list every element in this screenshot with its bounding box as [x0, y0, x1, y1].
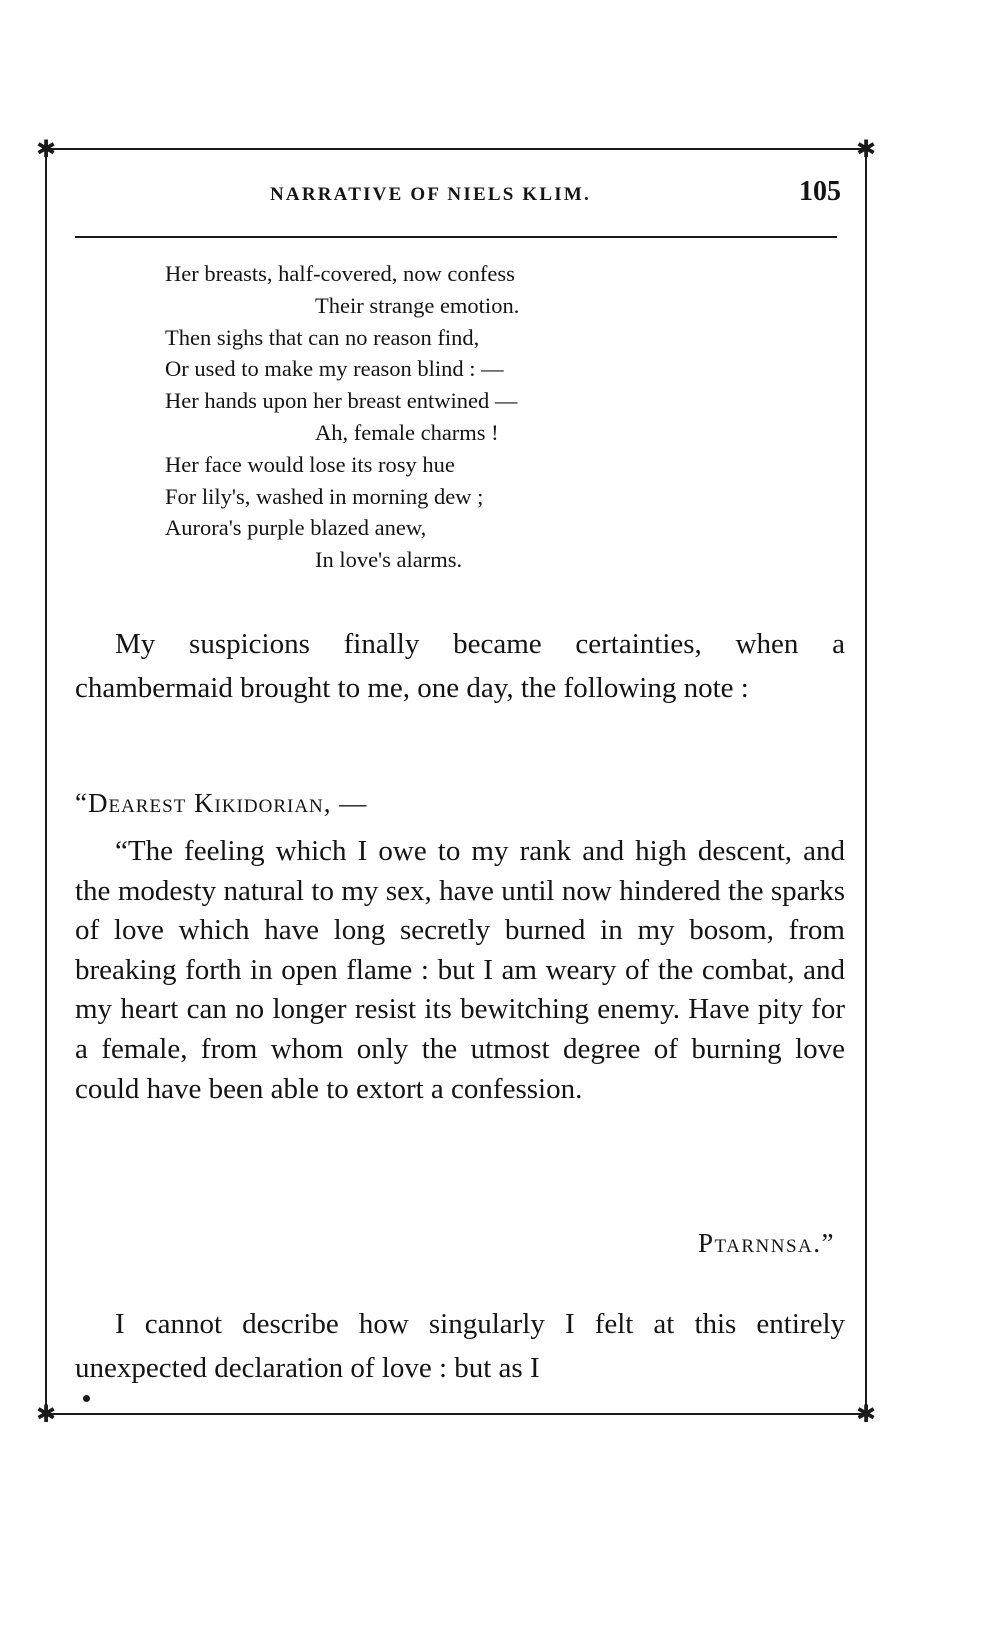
page-header — [75, 176, 845, 216]
verse-line: Her breasts, half-covered, now confess — [165, 261, 515, 286]
corner-ornament-icon: ✱ — [35, 135, 57, 163]
frame-bottom-rule — [46, 1413, 866, 1415]
page-number: 105 — [799, 176, 841, 207]
running-title: NARRATIVE OF NIELS KLIM. — [270, 184, 591, 205]
corner-ornament-icon: ✱ — [855, 135, 877, 163]
header-rule — [75, 236, 837, 238]
letter-signature: Ptarnnsa.” — [698, 1228, 835, 1258]
letter-salutation: “Dearest Kikidorian, — — [75, 788, 368, 818]
verse-block — [165, 258, 725, 576]
verse-line: Her hands upon her breast entwined — — [165, 388, 518, 414]
verse-line: Or used to make my reason blind : — — [165, 356, 504, 382]
frame-top-rule — [46, 148, 866, 150]
verse-line: Their strange emotion. — [315, 292, 520, 318]
verse-line: Her face would lose its rosy hue — [165, 451, 455, 477]
verse-line: Aurora's purple blazed anew, — [165, 515, 427, 541]
paragraph: I cannot describe how singularly I felt at this entirely unexpected declaration of love : but as I — [75, 1308, 845, 1384]
corner-ornament-icon: ✱ — [35, 1400, 57, 1428]
verse-line: For lily's, washed in morning dew ; — [165, 483, 484, 509]
frame-left-rule — [45, 148, 47, 1414]
frame-right-rule — [865, 148, 867, 1414]
paragraph: My suspicions finally became certainties, when a chambermaid brought to me, one day, the following note : — [75, 628, 845, 704]
print-speck — [83, 1395, 90, 1402]
verse-line: Ah, female charms ! — [315, 419, 499, 445]
verse-line: In love's alarms. — [315, 547, 463, 573]
corner-ornament-icon: ✱ — [855, 1400, 877, 1428]
letter-body: “The feeling which I owe to my rank and high descent, and the modesty natural to my sex, have until now hindered the sparks of love which have long secretly burned in my bosom, from breaking forth in open flame : but I am weary of the combat, and my heart can no longer resist its bewitching enemy. Have pity for a female, from whom only the utmost degree of burning love could have been able to extort a confession. — [75, 835, 845, 1105]
verse-line: Then sighs that can no reason find, — [165, 324, 480, 350]
